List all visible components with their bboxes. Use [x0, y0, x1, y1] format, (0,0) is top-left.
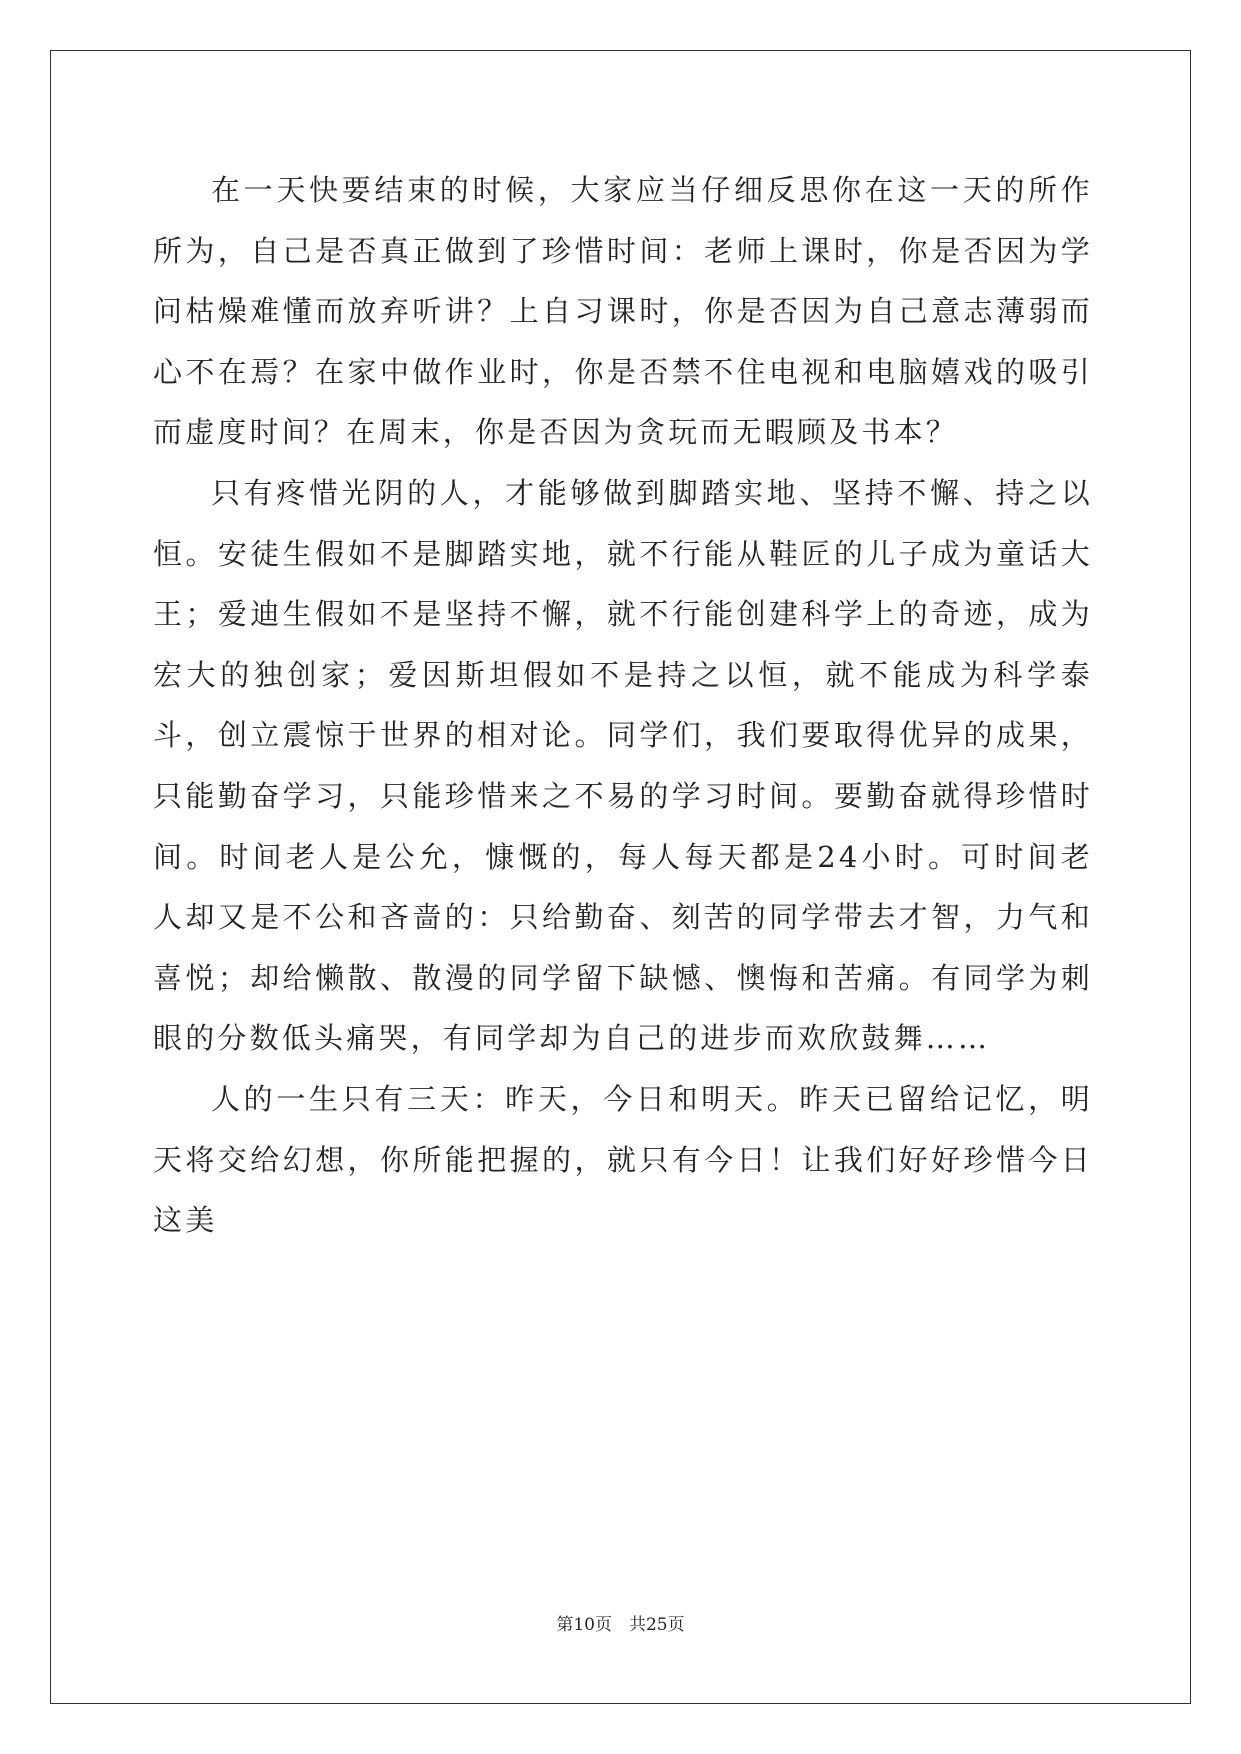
paragraph-1: 在一天快要结束的时候，大家应当仔细反思你在这一天的所作所为，自己是否真正做到了珍惜时间：老师上课时，你是否因为学问枯燥难懂而放弃听讲？上自习课时，你是否因为自己意志薄弱而心不在焉？在家中做作业时，你是否禁不住电视和电脑嬉戏的吸引而虚度时间？在周末，你是否因为贪玩而无暇顾及书本？	[153, 173, 1093, 450]
paragraph-3: 人的一生只有三天：昨天，今日和明天。昨天已留给记忆，明天将交给幻想，你所能把握的，就只有今日！让我们好好珍惜今日这美	[153, 1081, 1093, 1238]
paragraph-2: 只有疼惜光阴的人，才能够做到脚踏实地、坚持不懈、持之以恒。安徒生假如不是脚踏实地，就不行能从鞋匠的儿子成为童话大王；爱迪生假如不是坚持不懈，就不行能创建科学上的奇迹，成为宏大的独创家；爱因斯坦假如不是持之以恒，就不能成为科学泰斗，创立震惊于世界的相对论。同学们，我们要取得优异的成果，只能勤奋学习，只能珍惜来之不易的学习时间。要勤奋就得珍惜时间。时间老人是公允，慷慨的，每人每天都是24小时。可时间老人却又是不公和吝啬的：只给勤奋、刻苦的同学带去才智，力气和喜悦；却给懒散、散漫的同学留下缺憾、懊悔和苦痛。有同学为刺眼的分数低头痛哭，有同学却为自己的进步而欢欣鼓舞……	[153, 475, 1093, 1056]
page-number-footer: 第10页 共25页	[556, 1615, 685, 1635]
document-body	[153, 160, 1093, 1251]
